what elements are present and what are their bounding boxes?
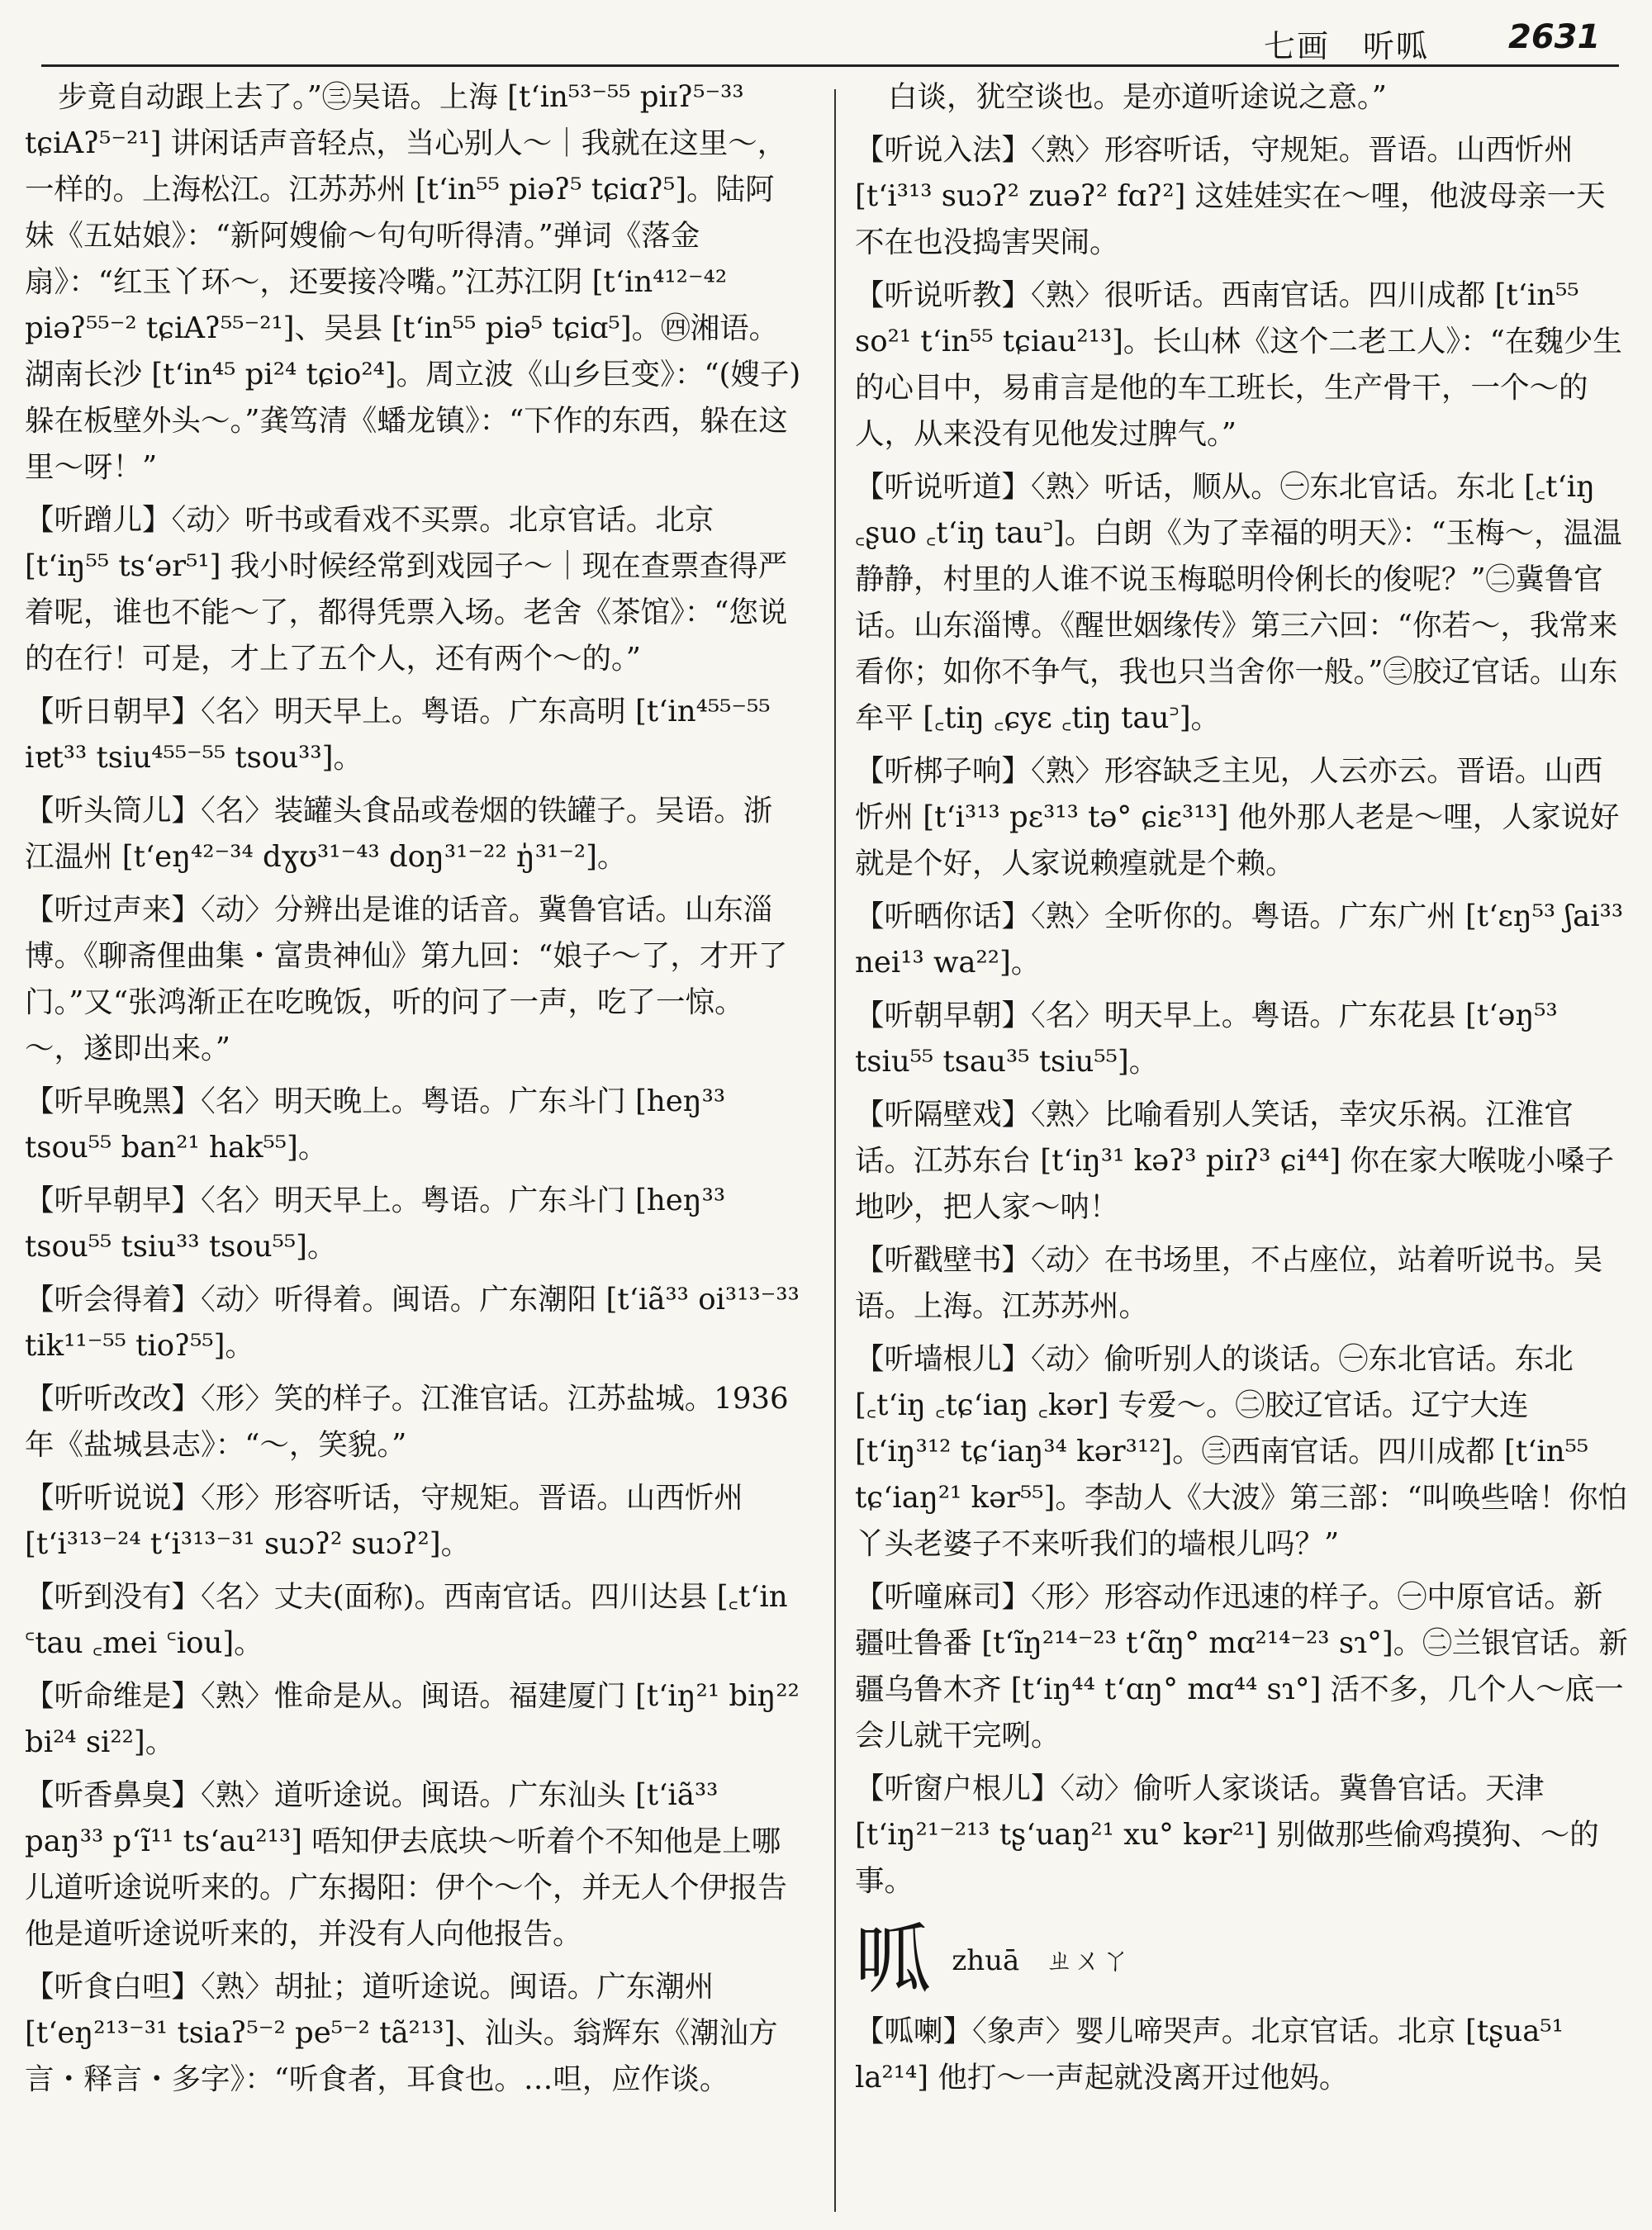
entry-ting-ceng-er: 【听蹭儿】〈动〉听书或看戏不买票。北京官话。北京 [t‘iŋ⁵⁵ ts‘ər⁵¹] 我小时候经常到戏园子～｜现在查票查得严着呢，谁也不能～了，都得凭票入场。老舍《茶馆》：“您说的在行！可是，才上了五个人，还有两个～的。” <box>25 503 788 676</box>
head-character-block <box>855 1915 1631 2005</box>
entry-ting-tou-tong-er: 【听头筒儿】〈名〉装罐头食品或卷烟的铁罐子。吴语。浙江温州 [t‘eŋ⁴²⁻³⁴ dɣʊ³¹⁻⁴³ doŋ³¹⁻²² ŋ̍³¹⁻²]。 <box>25 794 773 874</box>
entry-ting-hui-de-zhao: 【听会得着】〈动〉听得着。闽语。广东潮阳 [t‘iã³³ oi³¹³⁻³³ tik¹¹⁻⁵⁵ tioʔ⁵⁵]。 <box>25 1283 800 1363</box>
entry-ting-chuang-ma-si: 【听噇麻司】〈形〉形容动作迅速的样子。㊀中原官话。新疆吐鲁番 [t‘ĩŋ²¹⁴⁻²³ t‘ɑ̃ŋ° mɑ²¹⁴⁻²³ sɿ°]。㊁兰银官话。新疆乌鲁木齐 [t‘iŋ⁴⁴ t‘ɑŋ° mɑ⁴⁴ sɿ°] 活不多，几个人～底一会儿就干完咧。 <box>855 1580 1628 1753</box>
entry-ting-ting-shuo-shuo: 【听听说说】〈形〉形容听话，守规矩。晋语。山西忻州 [t‘i³¹³⁻²⁴ t‘i³¹³⁻³¹ suɔʔ² suɔʔ²]。 <box>25 1481 743 1561</box>
entry-ting-xiang-bi-chou: 【听香鼻臭】〈熟〉道听途说。闽语。广东汕头 [t‘iã³³ paŋ³³ p‘ĩ¹¹ ts‘au²¹³] 唔知伊去底块～听着个不知他是上哪儿道听途说听来的。广东揭阳：伊个～个，并无人个伊报告他是道听途说听来的，并没有人向他报告。 <box>25 1778 788 1951</box>
head-character: 呱 <box>855 1915 932 2005</box>
entry-ting-zhao-zao-zhao: 【听朝早朝】〈名〉明天早上。粤语。广东花县 [t‘əŋ⁵³ tsiu⁵⁵ tsau³⁵ tsiu⁵⁵]。 <box>855 999 1558 1079</box>
entry-ting-guo-sheng-lai: 【听过声来】〈动〉分辨出是谁的话音。冀鲁官话。山东淄博。《聊斋俚曲集・富贵神仙》第九回：“娘子～了，才开了门。”又“张鸿渐正在吃晚饭，听的问了一声，吃了一惊。～，遂即出来。” <box>25 893 788 1065</box>
entry-gua-la: 【呱喇】〈象声〉婴儿啼哭声。北京官话。北京 [tʂua⁵¹ la²¹⁴] 他打～一声起就没离开过他妈。 <box>855 2014 1564 2095</box>
entry-ting-chuo-bi-shu: 【听戳壁书】〈动〉在书场里，不占座位，站着听说书。吴语。上海。江苏苏州。 <box>855 1243 1603 1323</box>
entry-continuation: 步竟自动跟上去了。”㊂吴语。上海 [t‘in⁵³⁻⁵⁵ piɪʔ⁵⁻³³ tɕiAʔ⁵⁻²¹] 讲闲话声音轻点，当心别人～｜我就在这里～，一样的。上海松江。江苏苏州 [t‘in⁵⁵ piəʔ⁵ tɕiɑʔ⁵]。陆阿妹《五姑娘》：“新阿嫂偷～句句听得清。”弹词《落金扇》：“红玉丫环～，还要接冷嘴。”江苏江阴 [t‘in⁴¹²⁻⁴² piəʔ⁵⁵⁻² tɕiAʔ⁵⁵⁻²¹]、吴县 [t‘in⁵⁵ piə⁵ tɕiɑ⁵]。㊃湘语。湖南长沙 [t‘in⁴⁵ pi²⁴ tɕio²⁴]。周立波《山乡巨变》：“(嫂子)躲在板壁外头～。”龚笃清《蟠龙镇》：“下作的东西，躲在这里～呀！” <box>25 80 801 484</box>
entry-ting-ri-zhao-zao: 【听日朝早】〈名〉明天早上。粤语。广东高明 [t‘in⁴⁵⁵⁻⁵⁵ iɐt³³ tsiu⁴⁵⁵⁻⁵⁵ tsou³³]。 <box>25 695 771 775</box>
entry-continuation: 白谈，犹空谈也。是亦道听途说之意。” <box>888 80 1387 114</box>
entry-ting-dao-mei-you: 【听到没有】〈名〉丈夫(面称)。西南官话。四川达县 [꜀t‘in ꜂tau ꜀mei ꜂iou]。 <box>25 1580 788 1660</box>
header-rule <box>41 64 1619 67</box>
right-column <box>855 74 1631 2218</box>
head-character-zhuyin: ㄓㄨㄚ <box>1045 1943 1130 1977</box>
page-header <box>0 0 1652 74</box>
section-title: 七画 听呱 <box>1264 28 1430 64</box>
entry-ting-qiang-gen-er: 【听墙根儿】〈动〉偷听别人的谈话。㊀东北官话。东北 [꜀t‘iŋ ꜀tɕ‘iaŋ ꜀kər] 专爱～。㊁胶辽官话。辽宁大连 [t‘iŋ³¹² tɕ‘iaŋ³⁴ kər³¹²]。㊂西南官话。四川成都 [t‘in⁵⁵ tɕ‘iaŋ²¹ kər⁵⁵]。李劼人《大波》第三部：“叫唤些啥！你怕丫头老婆子不来听我们的墙根儿吗？” <box>855 1342 1628 1561</box>
entry-ting-shuo-ru-fa: 【听说入法】〈熟〉形容听话，守规矩。晋语。山西忻州 [t‘i³¹³ suɔʔ² zuəʔ² fɑʔ²] 这娃娃实在～哩，他波母亲一天不在也没捣害哭闹。 <box>855 133 1606 259</box>
entry-ting-zao-wan-hei: 【听早晚黑】〈名〉明天晚上。粤语。广东斗门 [heŋ³³ tsou⁵⁵ ban²¹ hak⁵⁵]。 <box>25 1084 726 1165</box>
entry-ting-shai-ni-hua: 【听晒你话】〈熟〉全听你的。粤语。广东广州 [t‘ɛŋ⁵³ ʃai³³ nei¹³ wa²²]。 <box>855 899 1624 980</box>
entry-ting-ting-gai-gai: 【听听改改】〈形〉笑的样子。江淮官话。江苏盐城。1936年《盐城县志》：“～，笑貌。” <box>25 1382 789 1462</box>
left-column <box>25 74 801 2218</box>
page-number: 2631 <box>1508 18 1601 56</box>
entry-ting-ge-bi-xi: 【听隔壁戏】〈熟〉比喻看别人笑话，幸灾乐祸。江淮官话。江苏东台 [t‘iŋ³¹ kəʔ³ piɪʔ³ ɕi⁴⁴] 你在家大喉咙小嗓子地吵，把人家～呐！ <box>855 1098 1615 1224</box>
column-divider <box>834 89 836 2212</box>
entry-ting-zao-zhao-zao: 【听早朝早】〈名〉明天早上。粤语。广东斗门 [heŋ³³ tsou⁵⁵ tsiu³³ tsou⁵⁵]。 <box>25 1184 726 1264</box>
entry-ting-shuo-ting-dao: 【听说听道】〈熟〉听话，顺从。㊀东北官话。东北 [꜀t‘iŋ ꜀ʂuo ꜀t‘iŋ tau꜄]。白朗《为了幸福的明天》：“玉梅～，温温静静，村里的人谁不说玉梅聪明伶俐长的俊呢？”㊁冀鲁官话。山东淄博。《醒世姻缘传》第三六回：“你若～，我常来看你；如你不争气，我也只当舍你一般。”㊂胶辽官话。山东牟平 [꜀tiŋ ꜀ɕyɛ ꜀tiŋ tau꜄]。 <box>855 470 1622 735</box>
entry-ting-shuo-ting-jiao: 【听说听教】〈熟〉很听话。西南官话。四川成都 [t‘in⁵⁵ so²¹ t‘in⁵⁵ tɕiau²¹³]。长山林《这个二老工人》：“在魏少生的心目中，易甫言是他的车工班长，生产骨干，一个～的人，从来没有见他发过脾气。” <box>855 278 1622 451</box>
head-character-pinyin: zhuā <box>952 1943 1020 1977</box>
entry-ting-shi-bai-da: 【听食白呾】〈熟〉胡扯；道听途说。闽语。广东潮州 [t‘eŋ²¹³⁻³¹ tsiaʔ⁵⁻² pe⁵⁻² tã²¹³]、汕头。翁辉东《潮汕方言・释言・多字》：“听食者，耳食也。…呾，应作谈。 <box>25 1970 778 2096</box>
entry-ting-bang-zi-xiang: 【听梆子响】〈熟〉形容缺乏主见，人云亦云。晋语。山西忻州 [t‘i³¹³ pɛ³¹³ tə° ɕiɛ³¹³] 他外那人老是～哩，人家说好就是个好，人家说赖㾮就是个赖。 <box>855 754 1620 880</box>
entry-ting-chuang-hu-gen-er: 【听窗户根儿】〈动〉偷听人家谈话。冀鲁官话。天津 [t‘iŋ²¹⁻²¹³ tʂ‘uaŋ²¹ xu° kər²¹] 别做那些偷鸡摸狗、～的事。 <box>855 1772 1599 1898</box>
entry-ting-ming-wei-shi: 【听命维是】〈熟〉惟命是从。闽语。福建厦门 [t‘iŋ²¹ biŋ²² bi²⁴ si²²]。 <box>25 1679 800 1759</box>
